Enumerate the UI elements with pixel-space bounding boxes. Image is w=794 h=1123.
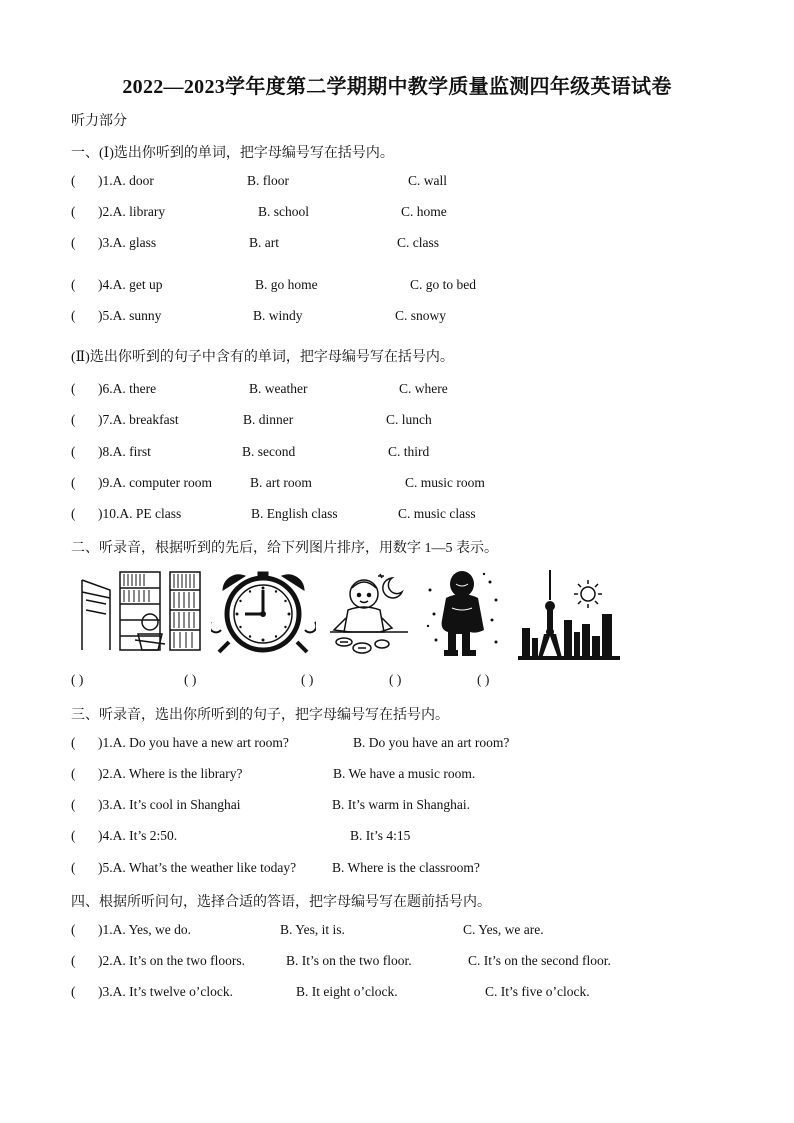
option-a: )1.A. Do you have a new art room? (98, 735, 289, 750)
option-a: )4.A. get up (98, 277, 163, 292)
option-c: C. where (399, 381, 448, 396)
option-a: )3.A. It’s twelve o’clock. (98, 984, 233, 999)
option-c: C. It’s on the second floor. (468, 953, 611, 968)
option-a: )7.A. breakfast (98, 412, 179, 427)
answer-blank[interactable]: ( (71, 277, 76, 292)
answer-blank[interactable]: ( (71, 173, 76, 188)
option-a: )1.A. door (98, 173, 154, 188)
answer-blank[interactable]: ( (71, 828, 76, 843)
option-b: B. floor (247, 173, 289, 188)
answer-blank[interactable]: ( (71, 797, 76, 812)
answer-blank[interactable]: ( (71, 735, 76, 750)
answer-blank[interactable]: ( (71, 953, 76, 968)
picture-strip (78, 570, 623, 665)
answer-blank[interactable]: ( (71, 475, 76, 490)
child-eating-at-night-picture (330, 570, 410, 658)
option-c: C. third (388, 444, 430, 459)
answer-blank[interactable]: ( (71, 308, 76, 323)
option-b: B. Do you have an art room? (353, 735, 510, 750)
answer-blank[interactable]: ( (71, 766, 76, 781)
option-c: C. Yes, we are. (463, 922, 544, 937)
picture-answer-blank[interactable]: ( ) (301, 672, 314, 687)
listening-section-label: 听力部分 (71, 114, 127, 129)
option-a: )5.A. What’s the weather like today? (98, 860, 297, 875)
option-b: B. Yes, it is. (280, 922, 345, 937)
answer-blank[interactable]: ( (71, 860, 76, 875)
answer-blank[interactable]: ( (71, 984, 76, 999)
option-a: )10.A. PE class (98, 506, 182, 521)
shanghai-skyline-sun-picture (518, 570, 620, 662)
option-a: )2.A. library (98, 204, 166, 219)
part1b-heading: (Ⅱ)选出你听到的句子中含有的单词，把字母编号写在括号内。 (71, 350, 454, 365)
option-b: B. art room (250, 475, 312, 490)
part1-heading: 一、(Ⅰ)选出你听到的单词，把字母编号写在括号内。 (71, 146, 394, 161)
alarm-clock-picture (211, 570, 316, 655)
option-b: B. windy (253, 308, 303, 323)
option-a: )3.A. glass (98, 235, 157, 250)
option-b: B. go home (255, 277, 318, 292)
option-c: C. music class (398, 506, 476, 521)
part4-heading: 四、根据所听问句，选择合适的答语，把字母编号写在题前括号内。 (71, 895, 491, 910)
option-a: )2.A. Where is the library? (98, 766, 243, 781)
answer-blank[interactable]: ( (71, 506, 76, 521)
answer-blank[interactable]: ( (71, 444, 76, 459)
option-b: B. English class (251, 506, 338, 521)
option-b: B. We have a music room. (333, 766, 476, 781)
option-a: )1.A. Yes, we do. (98, 922, 192, 937)
library-picture (80, 570, 202, 652)
option-c: C. wall (408, 173, 447, 188)
option-b: B. weather (249, 381, 308, 396)
answer-blank[interactable]: ( (71, 922, 76, 937)
picture-answer-blank[interactable]: ( ) (71, 672, 84, 687)
picture-answer-blank[interactable]: ( ) (184, 672, 197, 687)
option-c: C. home (401, 204, 447, 219)
option-c: C. It’s five o’clock. (485, 984, 590, 999)
option-a: )9.A. computer room (98, 475, 212, 490)
option-b: B. It’s warm in Shanghai. (332, 797, 470, 812)
picture-answer-blank[interactable]: ( ) (389, 672, 402, 687)
option-b: B. It’s on the two floor. (286, 953, 412, 968)
option-b: B. second (242, 444, 296, 459)
option-a: )6.A. there (98, 381, 157, 396)
option-c: C. lunch (386, 412, 432, 427)
option-c: C. music room (405, 475, 485, 490)
option-a: )3.A. It’s cool in Shanghai (98, 797, 241, 812)
option-a: )8.A. first (98, 444, 151, 459)
cold-person-snow-picture (426, 570, 506, 660)
answer-blank[interactable]: ( (71, 412, 76, 427)
option-b: B. It’s 4:15 (350, 828, 411, 843)
exam-title: 2022—2023学年度第二学期期中教学质量监测四年级英语试卷 (122, 76, 672, 98)
option-c: C. class (397, 235, 439, 250)
option-c: C. go to bed (410, 277, 476, 292)
answer-blank[interactable]: ( (71, 235, 76, 250)
part3-heading: 三、听录音，选出你所听到的句子，把字母编号写在括号内。 (71, 708, 449, 723)
part2-heading: 二、听录音，根据听到的先后，给下列图片排序，用数字 1—5 表示。 (71, 541, 498, 556)
option-a: )5.A. sunny (98, 308, 162, 323)
picture-answer-blank[interactable]: ( ) (477, 672, 490, 687)
option-a: )2.A. It’s on the two floors. (98, 953, 245, 968)
answer-blank[interactable]: ( (71, 381, 76, 396)
option-b: B. It eight o’clock. (296, 984, 398, 999)
option-c: C. snowy (395, 308, 447, 323)
option-b: B. art (249, 235, 279, 250)
option-a: )4.A. It’s 2:50. (98, 828, 178, 843)
option-b: B. Where is the classroom? (332, 860, 480, 875)
option-b: B. dinner (243, 412, 294, 427)
answer-blank[interactable]: ( (71, 204, 76, 219)
option-b: B. school (258, 204, 310, 219)
